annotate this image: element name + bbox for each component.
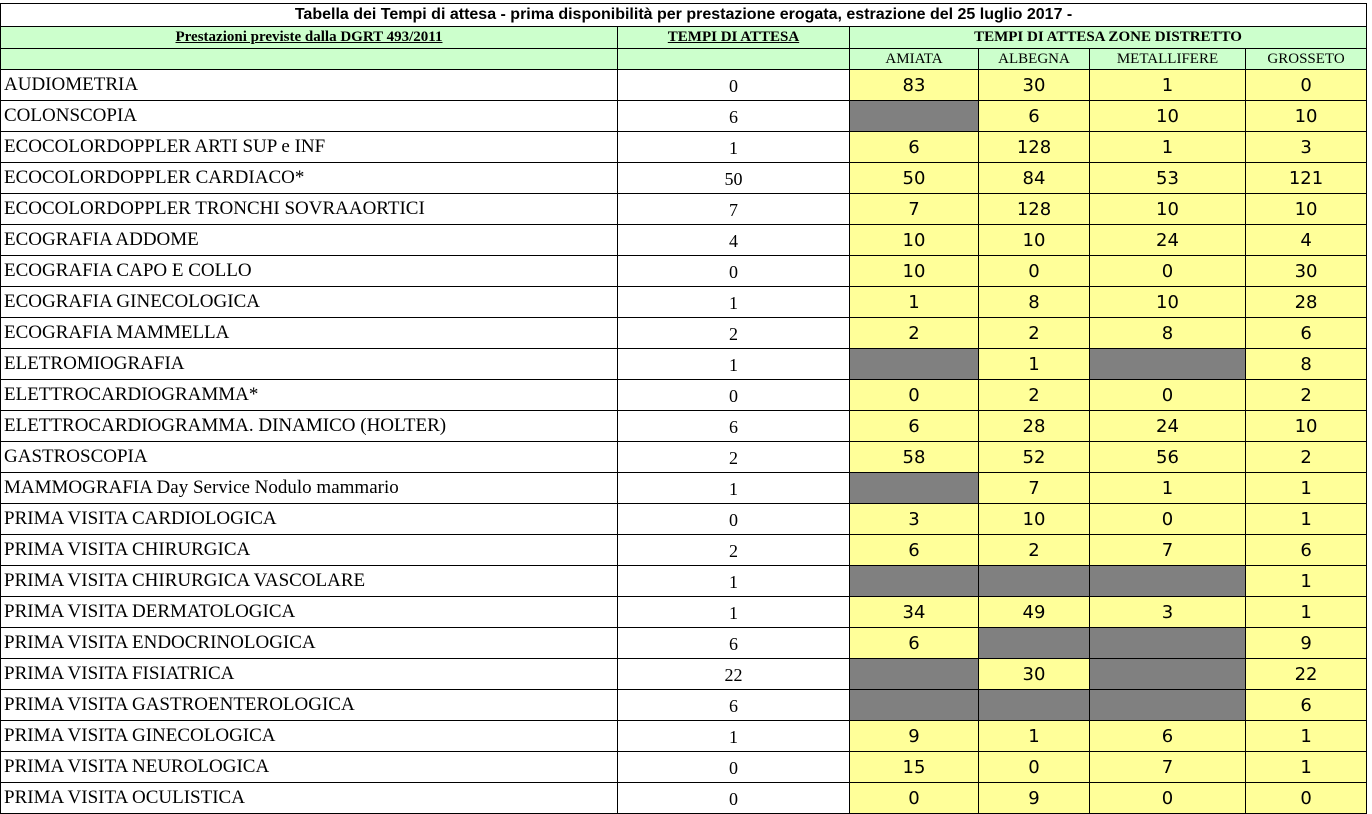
tempi-attesa-value: 22 [618,659,850,690]
zone-grosseto-value: 2 [1246,442,1367,473]
zone-albegna-value: 128 [979,194,1090,225]
zone-albegna-value: 9 [979,783,1090,814]
zone-albegna-unavailable [979,566,1090,597]
table-row [1,349,1367,380]
table-row [1,473,1367,504]
zone-amiata-value: 6 [850,628,979,659]
prestazione-name: PRIMA VISITA CARDIOLOGICA [1,504,618,535]
prestazione-name: PRIMA VISITA GINECOLOGICA [1,721,618,752]
zone-metallifere-value: 10 [1090,194,1246,225]
prestazione-name: PRIMA VISITA GASTROENTEROLOGICA [1,690,618,721]
tempi-attesa-value: 6 [618,690,850,721]
zone-metallifere-value: 56 [1090,442,1246,473]
zone-amiata-unavailable [850,349,979,380]
tempi-attesa-value: 0 [618,256,850,287]
zone-metallifere-unavailable [1090,628,1246,659]
zone-amiata-value: 0 [850,380,979,411]
zone-group-header: TEMPI DI ATTESA ZONE DISTRETTO [850,27,1367,49]
prestazioni-header: Prestazioni previste dalla DGRT 493/2011 [1,27,618,49]
table-row [1,70,1367,101]
tempi-attesa-header: TEMPI DI ATTESA [618,27,850,49]
zone-header-amiata: AMIATA [850,49,979,70]
prestazione-name: ECOCOLORDOPPLER TRONCHI SOVRAAORTICI [1,194,618,225]
tempi-attesa-value: 1 [618,287,850,318]
tempi-attesa-value: 2 [618,442,850,473]
waiting-times-table [0,3,1367,814]
tempi-attesa-value: 2 [618,535,850,566]
table-row [1,442,1367,473]
zone-grosseto-value: 30 [1246,256,1367,287]
zone-albegna-value: 7 [979,473,1090,504]
zone-albegna-value: 128 [979,132,1090,163]
zone-amiata-value: 9 [850,721,979,752]
prestazione-name: PRIMA VISITA DERMATOLOGICA [1,597,618,628]
zone-header-albegna: ALBEGNA [979,49,1090,70]
table-row [1,721,1367,752]
zone-albegna-value: 0 [979,256,1090,287]
table-row [1,256,1367,287]
zone-metallifere-unavailable [1090,690,1246,721]
table-row [1,225,1367,256]
zone-grosseto-value: 22 [1246,659,1367,690]
prestazione-name: ELETTROCARDIOGRAMMA. DINAMICO (HOLTER) [1,411,618,442]
tempi-attesa-value: 6 [618,411,850,442]
zone-albegna-value: 6 [979,101,1090,132]
zone-grosseto-value: 28 [1246,287,1367,318]
tempi-attesa-value: 0 [618,752,850,783]
zone-amiata-value: 6 [850,535,979,566]
zone-metallifere-value: 0 [1090,256,1246,287]
zone-amiata-unavailable [850,690,979,721]
zone-grosseto-value: 1 [1246,504,1367,535]
prestazione-name: ECOCOLORDOPPLER ARTI SUP e INF [1,132,618,163]
tempi-attesa-value: 6 [618,101,850,132]
tempi-attesa-value: 6 [618,628,850,659]
zone-grosseto-value: 6 [1246,535,1367,566]
zone-amiata-value: 34 [850,597,979,628]
prestazione-name: ECOGRAFIA CAPO E COLLO [1,256,618,287]
tempi-attesa-value: 4 [618,225,850,256]
zone-metallifere-value: 3 [1090,597,1246,628]
prestazioni-subheader-empty [1,49,618,70]
zone-metallifere-unavailable [1090,659,1246,690]
zone-amiata-unavailable [850,659,979,690]
zone-grosseto-value: 10 [1246,101,1367,132]
zone-albegna-value: 2 [979,318,1090,349]
zone-amiata-value: 58 [850,442,979,473]
tempi-attesa-value: 0 [618,783,850,814]
table-row [1,101,1367,132]
tempi-attesa-value: 50 [618,163,850,194]
zone-metallifere-unavailable [1090,566,1246,597]
zone-albegna-value: 2 [979,535,1090,566]
zone-albegna-unavailable [979,690,1090,721]
tempi-attesa-value: 1 [618,566,850,597]
zone-amiata-value: 3 [850,504,979,535]
table-row [1,752,1367,783]
zone-grosseto-value: 1 [1246,721,1367,752]
tempi-attesa-value: 1 [618,349,850,380]
table-title: Tabella dei Tempi di attesa - prima disponibilità per prestazione erogata, estrazione del 25 luglio 2017 - [1,4,1367,27]
zone-metallifere-value: 7 [1090,535,1246,566]
tempi-attesa-value: 2 [618,318,850,349]
zone-metallifere-value: 53 [1090,163,1246,194]
zone-albegna-value: 49 [979,597,1090,628]
tempi-attesa-value: 1 [618,721,850,752]
prestazione-name: PRIMA VISITA NEUROLOGICA [1,752,618,783]
prestazione-name: PRIMA VISITA CHIRURGICA VASCOLARE [1,566,618,597]
zone-grosseto-value: 1 [1246,566,1367,597]
zone-amiata-value: 1 [850,287,979,318]
zone-amiata-value: 6 [850,411,979,442]
prestazione-name: ECOGRAFIA MAMMELLA [1,318,618,349]
prestazione-name: ELETTROCARDIOGRAMMA* [1,380,618,411]
zone-metallifere-value: 24 [1090,411,1246,442]
table-row [1,380,1367,411]
zone-grosseto-value: 1 [1246,752,1367,783]
zone-grosseto-value: 3 [1246,132,1367,163]
zone-grosseto-value: 6 [1246,690,1367,721]
prestazione-name: GASTROSCOPIA [1,442,618,473]
prestazione-name: ECOGRAFIA GINECOLOGICA [1,287,618,318]
table-row [1,411,1367,442]
tempi-attesa-value: 1 [618,473,850,504]
zone-header-grosseto: GROSSETO [1246,49,1367,70]
zone-grosseto-value: 0 [1246,783,1367,814]
tempi-attesa-value: 0 [618,70,850,101]
prestazione-name: ECOCOLORDOPPLER CARDIACO* [1,163,618,194]
table-row [1,504,1367,535]
tempi-attesa-value: 0 [618,380,850,411]
tempi-subheader-empty [618,49,850,70]
zone-amiata-value: 0 [850,783,979,814]
zone-grosseto-value: 6 [1246,318,1367,349]
zone-amiata-value: 10 [850,256,979,287]
zone-amiata-unavailable [850,473,979,504]
zone-grosseto-value: 4 [1246,225,1367,256]
zone-grosseto-value: 2 [1246,380,1367,411]
zone-metallifere-value: 24 [1090,225,1246,256]
zone-albegna-value: 1 [979,721,1090,752]
zone-amiata-value: 6 [850,132,979,163]
zone-metallifere-value: 10 [1090,101,1246,132]
prestazione-name: AUDIOMETRIA [1,70,618,101]
zone-albegna-value: 84 [979,163,1090,194]
prestazione-name: PRIMA VISITA FISIATRICA [1,659,618,690]
zone-albegna-unavailable [979,628,1090,659]
zone-metallifere-value: 7 [1090,752,1246,783]
table-row [1,535,1367,566]
zone-amiata-value: 15 [850,752,979,783]
zone-metallifere-unavailable [1090,349,1246,380]
zone-metallifere-value: 1 [1090,132,1246,163]
zone-amiata-unavailable [850,101,979,132]
zone-grosseto-value: 8 [1246,349,1367,380]
zone-amiata-value: 50 [850,163,979,194]
zone-metallifere-value: 1 [1090,473,1246,504]
prestazione-name: ELETROMIOGRAFIA [1,349,618,380]
zone-albegna-value: 52 [979,442,1090,473]
tempi-attesa-value: 1 [618,132,850,163]
zone-grosseto-value: 9 [1246,628,1367,659]
zone-grosseto-value: 1 [1246,473,1367,504]
table-row [1,132,1367,163]
zone-amiata-unavailable [850,566,979,597]
tempi-attesa-value: 1 [618,597,850,628]
tempi-attesa-value: 0 [618,504,850,535]
zone-grosseto-value: 1 [1246,597,1367,628]
table-row [1,783,1367,814]
zone-albegna-value: 2 [979,380,1090,411]
zone-metallifere-value: 10 [1090,287,1246,318]
table-row [1,690,1367,721]
zone-albegna-value: 10 [979,225,1090,256]
zone-albegna-value: 28 [979,411,1090,442]
prestazione-name: PRIMA VISITA OCULISTICA [1,783,618,814]
prestazione-name: PRIMA VISITA CHIRURGICA [1,535,618,566]
zone-albegna-value: 8 [979,287,1090,318]
table-row [1,628,1367,659]
tempi-attesa-value: 7 [618,194,850,225]
zone-grosseto-value: 121 [1246,163,1367,194]
zone-albegna-value: 30 [979,659,1090,690]
zone-albegna-value: 10 [979,504,1090,535]
table-row [1,659,1367,690]
zone-albegna-value: 0 [979,752,1090,783]
zone-amiata-value: 10 [850,225,979,256]
prestazione-name: COLONSCOPIA [1,101,618,132]
table-row [1,194,1367,225]
prestazione-name: ECOGRAFIA ADDOME [1,225,618,256]
zone-metallifere-value: 0 [1090,380,1246,411]
zone-amiata-value: 2 [850,318,979,349]
table-row [1,163,1367,194]
table-row [1,318,1367,349]
zone-grosseto-value: 10 [1246,411,1367,442]
table-row [1,597,1367,628]
zone-albegna-value: 30 [979,70,1090,101]
zone-grosseto-value: 10 [1246,194,1367,225]
zone-header-metallifere: METALLIFERE [1090,49,1246,70]
table-row [1,566,1367,597]
zone-albegna-value: 1 [979,349,1090,380]
zone-amiata-value: 7 [850,194,979,225]
zone-metallifere-value: 0 [1090,504,1246,535]
prestazione-name: PRIMA VISITA ENDOCRINOLOGICA [1,628,618,659]
zone-metallifere-value: 6 [1090,721,1246,752]
zone-metallifere-value: 0 [1090,783,1246,814]
zone-grosseto-value: 0 [1246,70,1367,101]
table-row [1,287,1367,318]
zone-metallifere-value: 8 [1090,318,1246,349]
prestazione-name: MAMMOGRAFIA Day Service Nodulo mammario [1,473,618,504]
zone-metallifere-value: 1 [1090,70,1246,101]
zone-amiata-value: 83 [850,70,979,101]
